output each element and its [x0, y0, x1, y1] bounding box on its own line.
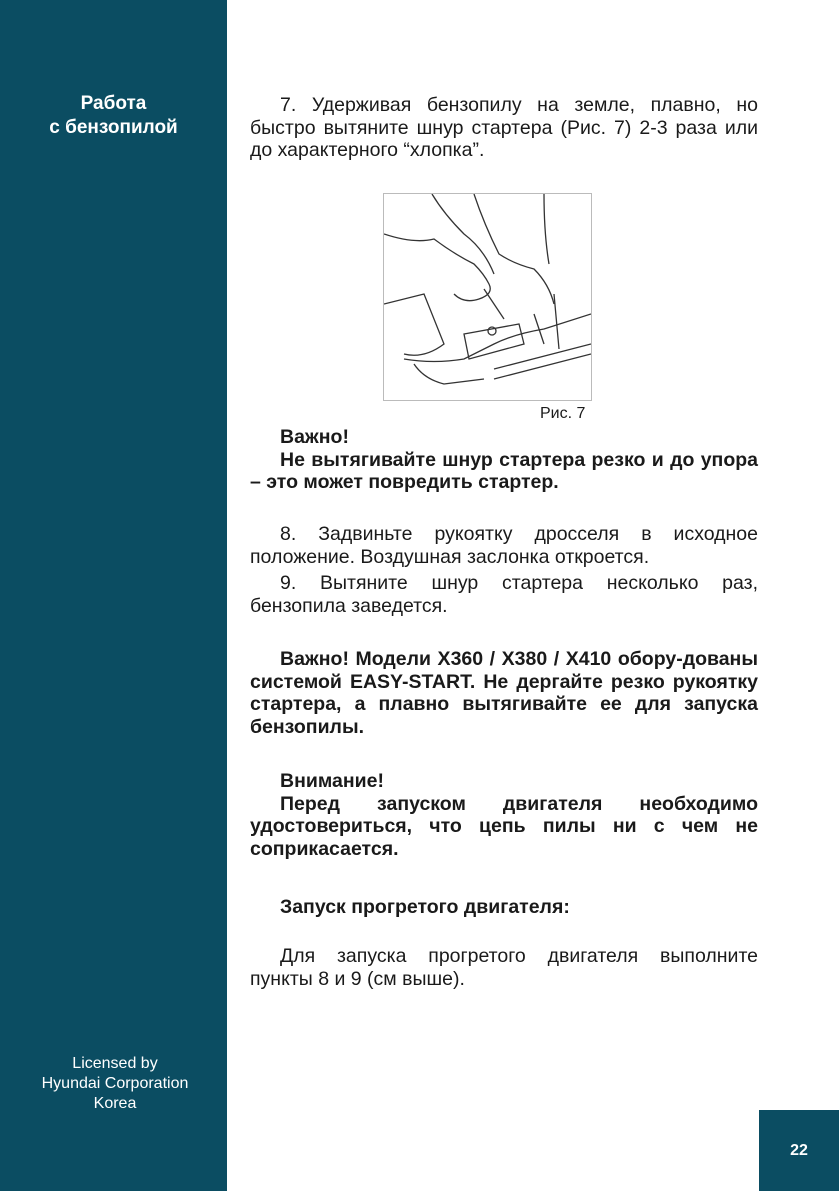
step-8: [250, 523, 758, 568]
warm-start-instruction: [250, 945, 758, 990]
important-2-text: Важно! Модели X360 / X380 / X410 обору-дованы системой EASY-START. Не дергайте резко рукоятку стартера, а плавно вытягивайте ее для запуска бензопилы.: [250, 648, 758, 738]
sidebar: [0, 0, 227, 1191]
license-note: [0, 1054, 230, 1114]
warm-start-text: Для запуска прогретого двигателя выполните пункты 8 и 9 (см выше).: [250, 945, 758, 990]
step-7-text: 7. Удерживая бензопилу на земле, плавно, но быстро вытяните шнур стартера (Рис. 7) 2-3 раза или до характерного “хлопка”.: [250, 94, 758, 161]
attention-note: [250, 770, 758, 860]
warm-start-heading: [250, 896, 758, 919]
figure-7-illustration: [383, 193, 592, 401]
license-line: Hyundai Corporation: [41, 1075, 189, 1092]
important-note-2: [250, 648, 758, 738]
section-title-line: Работа: [80, 93, 147, 114]
step-9-text: 9. Вытяните шнур стартера несколько раз, бензопила заведется.: [250, 572, 758, 617]
attention-title: Внимание!: [280, 770, 384, 792]
warm-start-title: Запуск прогретого двигателя:: [280, 896, 570, 918]
step-9: [250, 572, 758, 617]
page-number: 22: [759, 1110, 839, 1191]
section-title: [0, 92, 227, 140]
attention-text: Перед запуском двигателя необходимо удостовериться, что цепь пилы ни с чем не соприкасается.: [250, 792, 758, 860]
step-8-text: 8. Задвиньте рукоятку дросселя в исходное положение. Воздушная заслонка откроется.: [250, 523, 758, 568]
license-line: Korea: [93, 1095, 137, 1112]
license-line: Licensed by: [72, 1055, 158, 1072]
figure-caption: Рис. 7: [540, 405, 586, 422]
important-note-1: [250, 426, 758, 494]
section-title-line: с бензопилой: [49, 117, 178, 138]
step-7: [250, 94, 758, 162]
important-text: Не вытягивайте шнур стартера резко и до упора – это может повредить стартер.: [250, 448, 758, 493]
important-title: Важно!: [280, 426, 349, 448]
